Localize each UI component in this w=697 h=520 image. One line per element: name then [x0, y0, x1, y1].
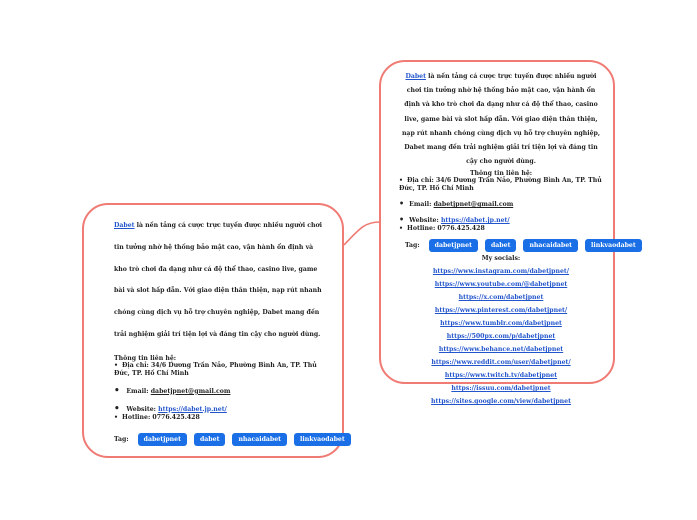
- social-link-behance[interactable]: https://www.behance.net/dabetjpnet: [438, 346, 564, 354]
- social-link-instagram[interactable]: https://www.instagram.com/dabetjpnet/: [432, 268, 570, 276]
- tag-dabetjpnet[interactable]: dabetjpnet: [429, 239, 478, 252]
- tag-linkvaodabet[interactable]: linkvaodabet: [294, 433, 351, 446]
- tags-label: Tag:: [405, 242, 420, 250]
- website-link[interactable]: https://dabet.jp.net/: [158, 405, 227, 413]
- social-link-google-sites[interactable]: https://sites.google.com/view/dabetjpnet: [431, 398, 571, 406]
- social-link-tumblr[interactable]: https://www.tumblr.com/dabetjpnet: [440, 320, 562, 328]
- website-link[interactable]: https://dabet.jp.net/: [440, 217, 510, 225]
- contact-heading: Thông tin liên hệ:: [114, 354, 177, 362]
- hotline-line: • Hotline: 0776.425.428: [114, 413, 200, 421]
- address-line: • Địa chỉ: 34/6 Dương Trần Nảo, Phường Bình An, TP. Thủ Đức, TP. Hồ Chí Minh: [399, 177, 602, 193]
- tag-linkvaodabet[interactable]: linkvaodabet: [585, 239, 642, 252]
- social-link-issuu[interactable]: https://issuu.com/dabetjpnet: [451, 385, 551, 393]
- node-description: Dabet là nền tảng cá cược trực tuyến được nhiều người chơi tin tưởng nhờ hệ thống bảo mật cao, vận hành ổn định và kho trò chơi đa dạng như cá độ thể thao, casino live, game bài và slot hấp dẫn. Với giao diện thân thiện, nạp rút nhanh chóng cùng dịch vụ hỗ trợ chuyên nghiệp, Dabet mang đến trải nghiệm giải trí tiện lợi và đáng tin cậy cho người dùng.: [114, 222, 322, 338]
- socials-title: My socials:: [481, 255, 521, 263]
- email-link[interactable]: dabetjpnet@gmail.com: [150, 387, 231, 395]
- website-line: • Website: https://dabet.jp.net/: [399, 214, 510, 225]
- address-line: • Địa chỉ: 34/6 Dương Trần Nảo, Phường Bình An, TP. Thủ Đức, TP. Hồ Chí Minh: [114, 361, 317, 377]
- hotline-line: • Hotline: 0776.425.428: [399, 225, 485, 233]
- social-link-reddit[interactable]: https://www.reddit.com/user/dabetjpnet/: [431, 359, 571, 367]
- brand-link[interactable]: Dabet: [405, 73, 426, 80]
- social-link-youtube[interactable]: https://www.youtube.com/@dabetjpnet: [434, 281, 568, 289]
- mindmap-node-right[interactable]: [379, 60, 636, 406]
- website-line: • Website: https://dabet.jp.net/: [114, 403, 227, 414]
- email-line: • Email: dabetjpnet@gmail.com: [399, 198, 514, 209]
- social-link-500px[interactable]: https://500px.com/p/dabetjpnet: [446, 333, 556, 341]
- tag-nhacaidabet[interactable]: nhacaidabet: [523, 239, 578, 252]
- tag-list: [405, 239, 636, 252]
- email-link[interactable]: dabetjpnet@gmail.com: [433, 201, 514, 209]
- tag-dabet[interactable]: dabet: [194, 433, 225, 446]
- contact-heading: Thông tin liên hệ:: [469, 170, 533, 178]
- social-links: [399, 255, 603, 408]
- tag-nhacaidabet[interactable]: nhacaidabet: [232, 433, 287, 446]
- brand-link[interactable]: Dabet: [114, 222, 135, 229]
- mindmap-node-left[interactable]: [82, 203, 344, 458]
- email-line: • Email: dabetjpnet@gmail.com: [114, 385, 231, 396]
- tag-dabet[interactable]: dabet: [485, 239, 516, 252]
- social-link-twitch[interactable]: https://www.twitch.tv/dabetjpnet: [444, 372, 558, 380]
- tag-dabetjpnet[interactable]: dabetjpnet: [138, 433, 187, 446]
- tag-list: [114, 433, 345, 446]
- tags-label: Tag:: [114, 435, 129, 443]
- social-link-x[interactable]: https://x.com/dabetjpnet: [458, 294, 544, 302]
- social-link-pinterest[interactable]: https://www.pinterest.com/dabetjpnet/: [434, 307, 568, 315]
- node-description: Dabet là nền tảng cá cược trực tuyến được nhiều người chơi tin tưởng nhờ hệ thống bảo mật cao, vận hành ổn định và kho trò chơi đa dạng như cá độ thể thao, casino live, game bài và slot hấp dẫn. Với giao diện thân thiện, nạp rút nhanh chóng cùng dịch vụ hỗ trợ chuyên nghiệp, Dabet mang đến trải nghiệm giải trí tiện lợi và đáng tin cậy cho người dùng.: [401, 73, 601, 166]
